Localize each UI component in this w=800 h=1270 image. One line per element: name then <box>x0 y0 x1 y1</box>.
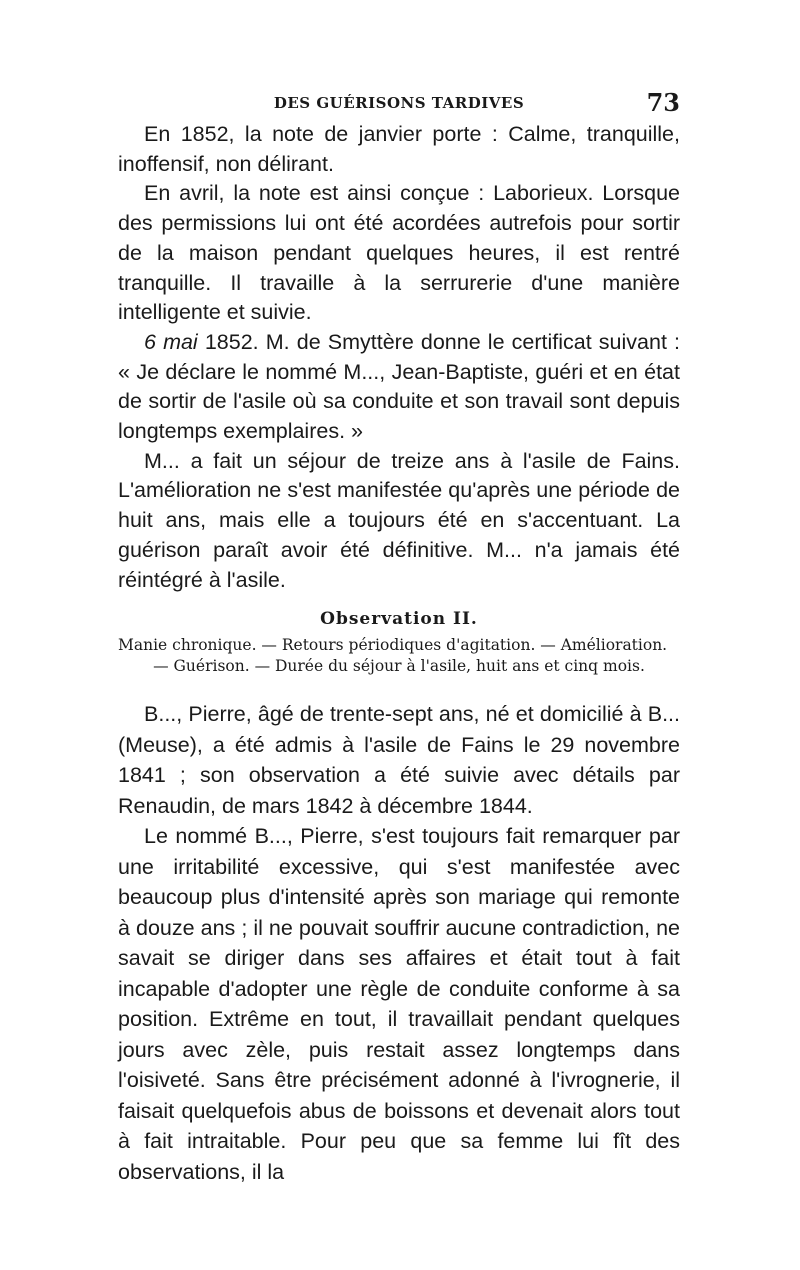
paragraph: Le nommé B..., Pierre, s'est toujours fait remarquer par une irritabilité excessive, qui s'est manifestée avec beaucoup plus d'intensité après son mariage qui remonte à douze ans ; il ne pouvait souffrir aucune contradiction, ne savait se diriger dans ses affaires et était tout à fait incapable d'adopter une règle de conduite conforme à sa position. Extrême en tout, il travaillait pendant quelques jours avec zèle, puis restait assez longtemps dans l'oisiveté. Sans être précisément adonné à l'ivrognerie, il faisait quelquefois abus de boissons et devenait alors tout à fait intraitable. Pour peu que sa femme lui fît des observations, il la <box>118 824 680 1184</box>
paragraph: M... a fait un séjour de treize ans à l'asile de Fains. L'amélioration ne s'est manifestée qu'après une période de huit ans, mais elle a toujours été en s'accentuant. La guérison paraît avoir été définitive. M... n'a jamais été réintégré à l'asile. <box>118 448 680 592</box>
observation-title: Observation II. <box>320 609 478 630</box>
paragraph: B..., Pierre, âgé de trente-sept ans, né et domicilié à B... (Meuse), a été admis à l'asile de Fains le 29 novembre 1841 ; son observation a été suivie avec détails par Renaudin, de mars 1842 à décembre 1844. <box>118 702 680 818</box>
paragraph <box>118 328 680 447</box>
body-text-top <box>118 120 680 595</box>
page-number: 73 <box>646 88 680 117</box>
paragraph-text: 1852. M. de Smyttère donne le certificat suivant : « Je déclare le nommé M..., Jean-Baptiste, guéri et en état de sortir de l'asile où sa conduite et son travail sont depuis longtemps exemplaires. » <box>118 329 681 444</box>
observation-summary-line: Manie chronique. — Retours périodiques d'agitation. — Amélioration. <box>118 636 668 655</box>
observation-summary-line: — Guérison. — Durée du séjour à l'asile, huit ans et cinq mois. <box>153 657 645 676</box>
book-page <box>118 88 680 1187</box>
running-head <box>118 88 680 120</box>
date-italic: 6 mai <box>144 329 198 354</box>
paragraph: En avril, la note est ainsi conçue : Laborieux. Lorsque des permissions lui ont été acordées autrefois pour sortir de la maison pendant quelques heures, il est rentré tranquille. Il travaille à la serrurerie d'une manière intelligente et suivie. <box>118 181 680 325</box>
paragraph: En 1852, la note de janvier porte : Calme, tranquille, inoffensif, non délirant. <box>118 122 680 176</box>
body-text-bottom <box>118 699 680 1187</box>
running-title: DES GUÉRISONS TARDIVES <box>273 94 525 112</box>
observation-summary <box>118 635 680 677</box>
